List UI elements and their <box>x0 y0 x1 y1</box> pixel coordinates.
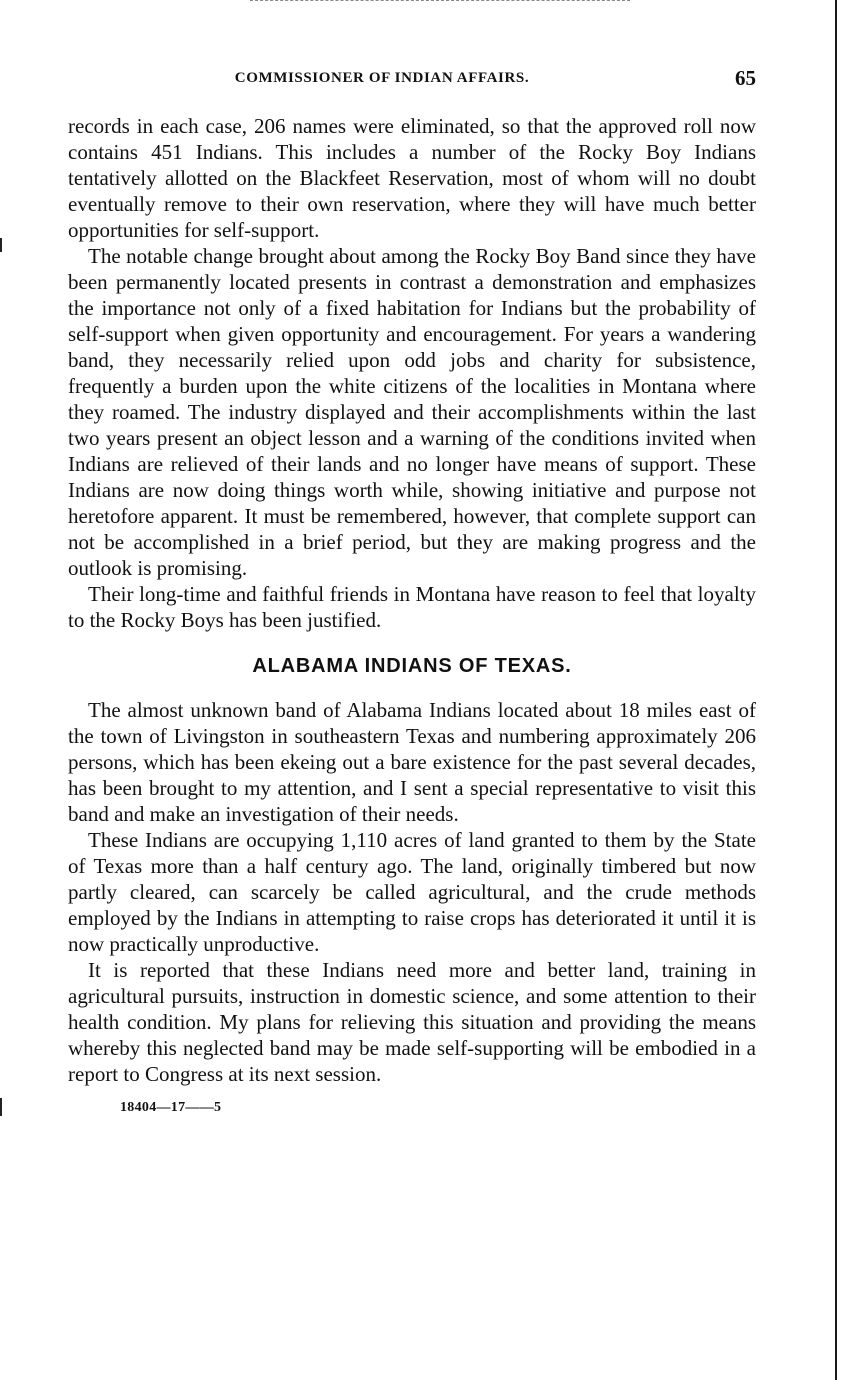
scan-right-edge <box>835 0 837 1380</box>
signature-mark: 18404—17——5 <box>120 1100 222 1115</box>
scan-margin-mark <box>0 1098 2 1116</box>
paragraph: records in each case, 206 names were eliminated, so that the approved roll now contains 451 Indians. This includes a number of the Rocky Boy Indians tentatively allotted on the Blackfeet Reservation, most of whom will no doubt eventually remove to their own reservation, where they will have much better opportunities for self-support. <box>68 114 756 242</box>
paragraph: Their long-time and faithful friends in Montana have reason to feel that loyalty to the Rocky Boys has been justified. <box>68 582 756 632</box>
page-number: 65 <box>735 66 756 90</box>
paragraph: These Indians are occupying 1,110 acres of land granted to them by the State of Texas more than a half century ago. The land, originally timbered but now partly cleared, can scarcely be called agricultural, and the crude methods employed by the Indians in attempting to raise crops has deteriorated it until it is now practically unproductive. <box>68 828 756 956</box>
body-text <box>68 113 756 1121</box>
scan-margin-mark <box>0 238 2 252</box>
paragraph: The notable change brought about among the Rocky Boy Band since they have been permanently located presents in contrast a demonstration and emphasizes the importance not only of a fixed habitation for Indians but the probability of self-support when given opportunity and encouragement. For years a wandering band, they necessarily relied upon odd jobs and charity for subsistence, frequently a burden upon the white citizens of the localities in Montana where they roamed. The industry displayed and their accomplishments within the last two years present an object lesson and a warning of the conditions invited when Indians are relieved of their lands and no longer have means of support. These Indians are now doing things worth while, showing initiative and purpose not heretofore apparent. It must be remembered, however, that complete support can not be accomplished in a brief period, but they are making progress and the outlook is promising. <box>68 244 756 580</box>
scan-top-edge <box>250 0 630 3</box>
running-title: COMMISSIONER OF INDIAN AFFAIRS. <box>234 70 530 86</box>
paragraph: It is reported that these Indians need more and better land, training in agricultural pursuits, instruction in domestic science, and some attention to their health condition. My plans for relieving this situation and providing the means whereby this neglected band may be made self-supporting will be embodied in a report to Congress at its next session. <box>68 958 756 1086</box>
paragraph: The almost unknown band of Alabama Indians located about 18 miles east of the town of Livingston in southeastern Texas and numbering approximately 206 persons, which has been ekeing out a bare existence for the past several decades, has been brought to my attention, and I sent a special representative to visit this band and make an investigation of their needs. <box>68 698 756 826</box>
section-heading: ALABAMA INDIANS OF TEXAS. <box>252 655 572 677</box>
running-head <box>68 66 756 94</box>
